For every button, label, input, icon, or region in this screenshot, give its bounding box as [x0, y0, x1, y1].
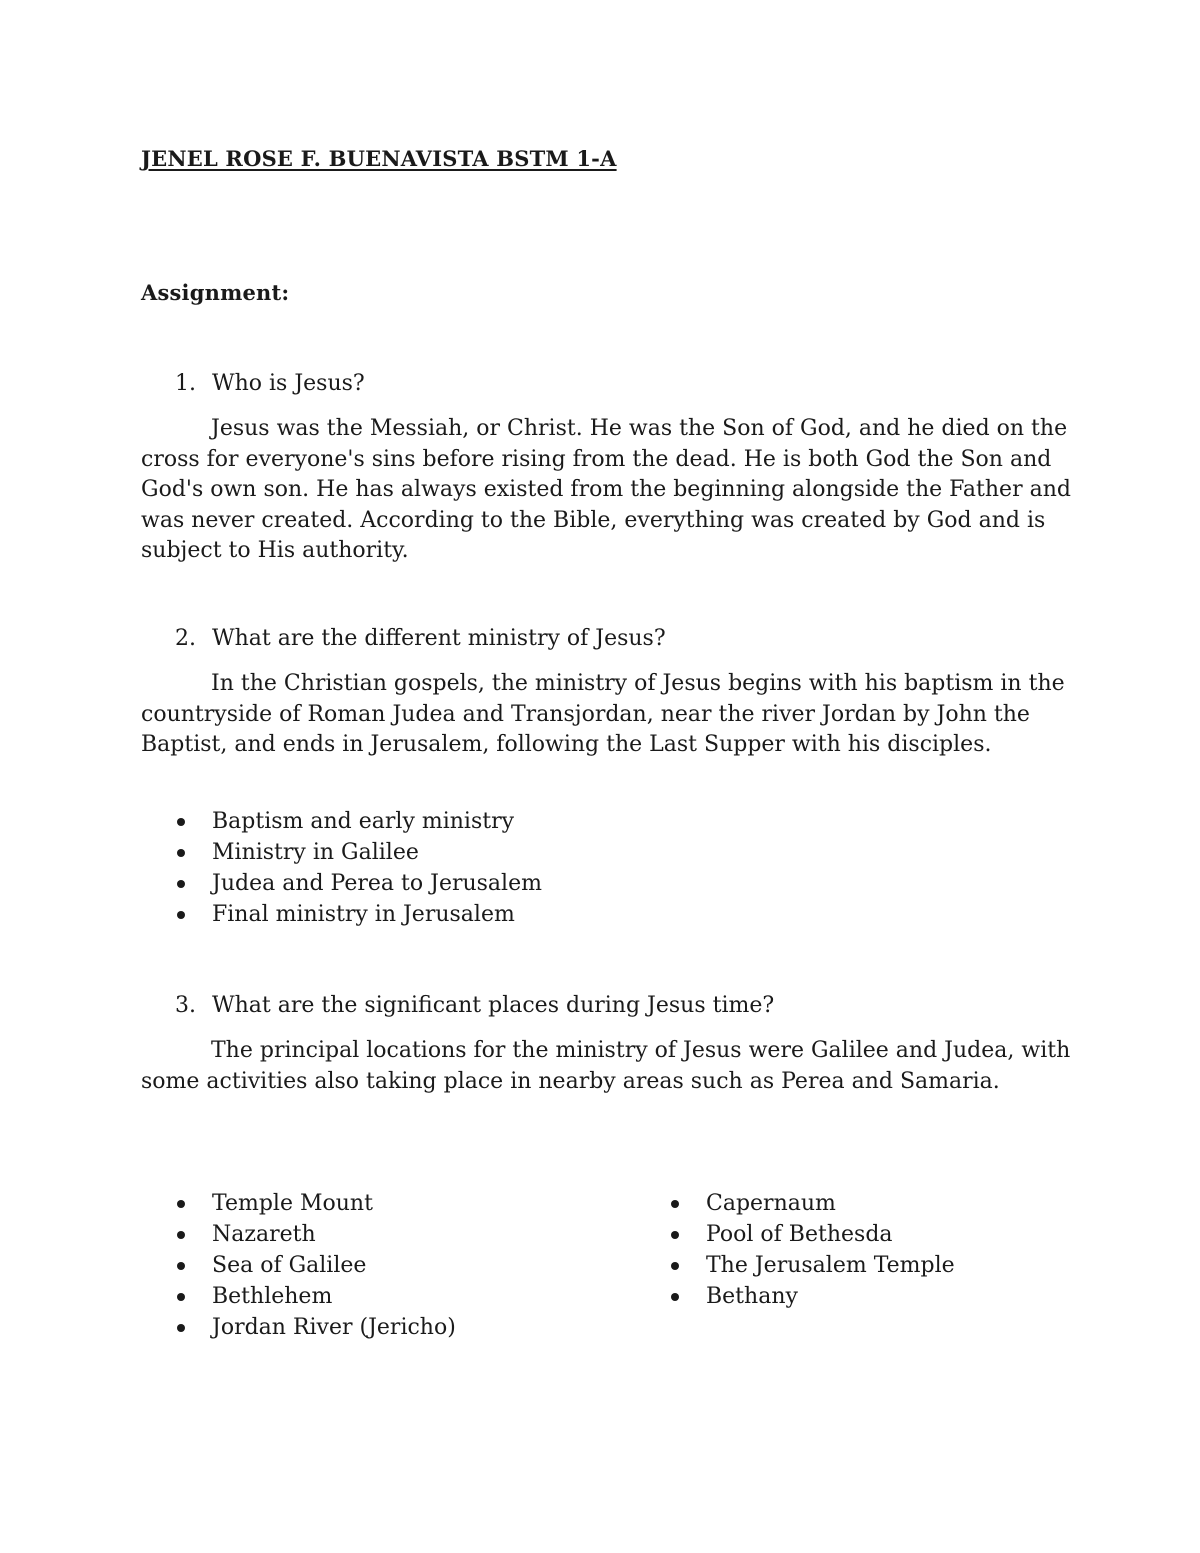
- question-1: [175, 369, 365, 399]
- question-3-number: 3.: [175, 993, 196, 1018]
- list-item: Pool of Bethesda: [669, 1219, 955, 1250]
- question-1-number: 1.: [175, 371, 196, 396]
- ministry-list: [175, 806, 542, 930]
- list-item: Bethany: [669, 1281, 955, 1312]
- list-item: Capernaum: [669, 1188, 955, 1219]
- answer-3: The principal locations for the ministry of Jesus were Galilee and Judea, with some activities also taking place in nearby areas such as Perea and Samaria.: [141, 1038, 1071, 1094]
- list-item: Nazareth: [175, 1219, 456, 1250]
- question-2-text: What are the different ministry of Jesus?: [212, 626, 666, 651]
- list-item: Ministry in Galilee: [175, 837, 542, 868]
- student-name-heading: JENEL ROSE F. BUENAVISTA BSTM 1-A: [141, 146, 617, 171]
- list-item: Jordan River (Jericho): [175, 1312, 456, 1343]
- places-list-right: [669, 1188, 955, 1312]
- list-item: Temple Mount: [175, 1188, 456, 1219]
- list-item: Judea and Perea to Jerusalem: [175, 868, 542, 899]
- assignment-label: Assignment:: [141, 280, 290, 305]
- answer-1: Jesus was the Messiah, or Christ. He was the Son of God, and he died on the cross for everyone's sins before rising from the dead. He is both God the Son and God's own son. He has always existed from the beginning alongside the Father and was never created. According to the Bible, everything was created by God and is subject to His authority.: [141, 416, 1071, 563]
- question-2: [175, 624, 666, 654]
- list-item: Sea of Galilee: [175, 1250, 456, 1281]
- question-3-text: What are the significant places during Jesus time?: [212, 993, 775, 1018]
- list-item: Baptism and early ministry: [175, 806, 542, 837]
- answer-2: In the Christian gospels, the ministry of Jesus begins with his baptism in the countryside of Roman Judea and Transjordan, near the river Jordan by John the Baptist, and ends in Jerusalem, following the Last Supper with his disciples.: [141, 671, 1065, 757]
- list-item: The Jerusalem Temple: [669, 1250, 955, 1281]
- question-1-text: Who is Jesus?: [212, 371, 365, 396]
- list-item: Final ministry in Jerusalem: [175, 899, 542, 930]
- places-list-left: [175, 1188, 456, 1343]
- question-3: [175, 991, 774, 1021]
- list-item: Bethlehem: [175, 1281, 456, 1312]
- question-2-number: 2.: [175, 626, 196, 651]
